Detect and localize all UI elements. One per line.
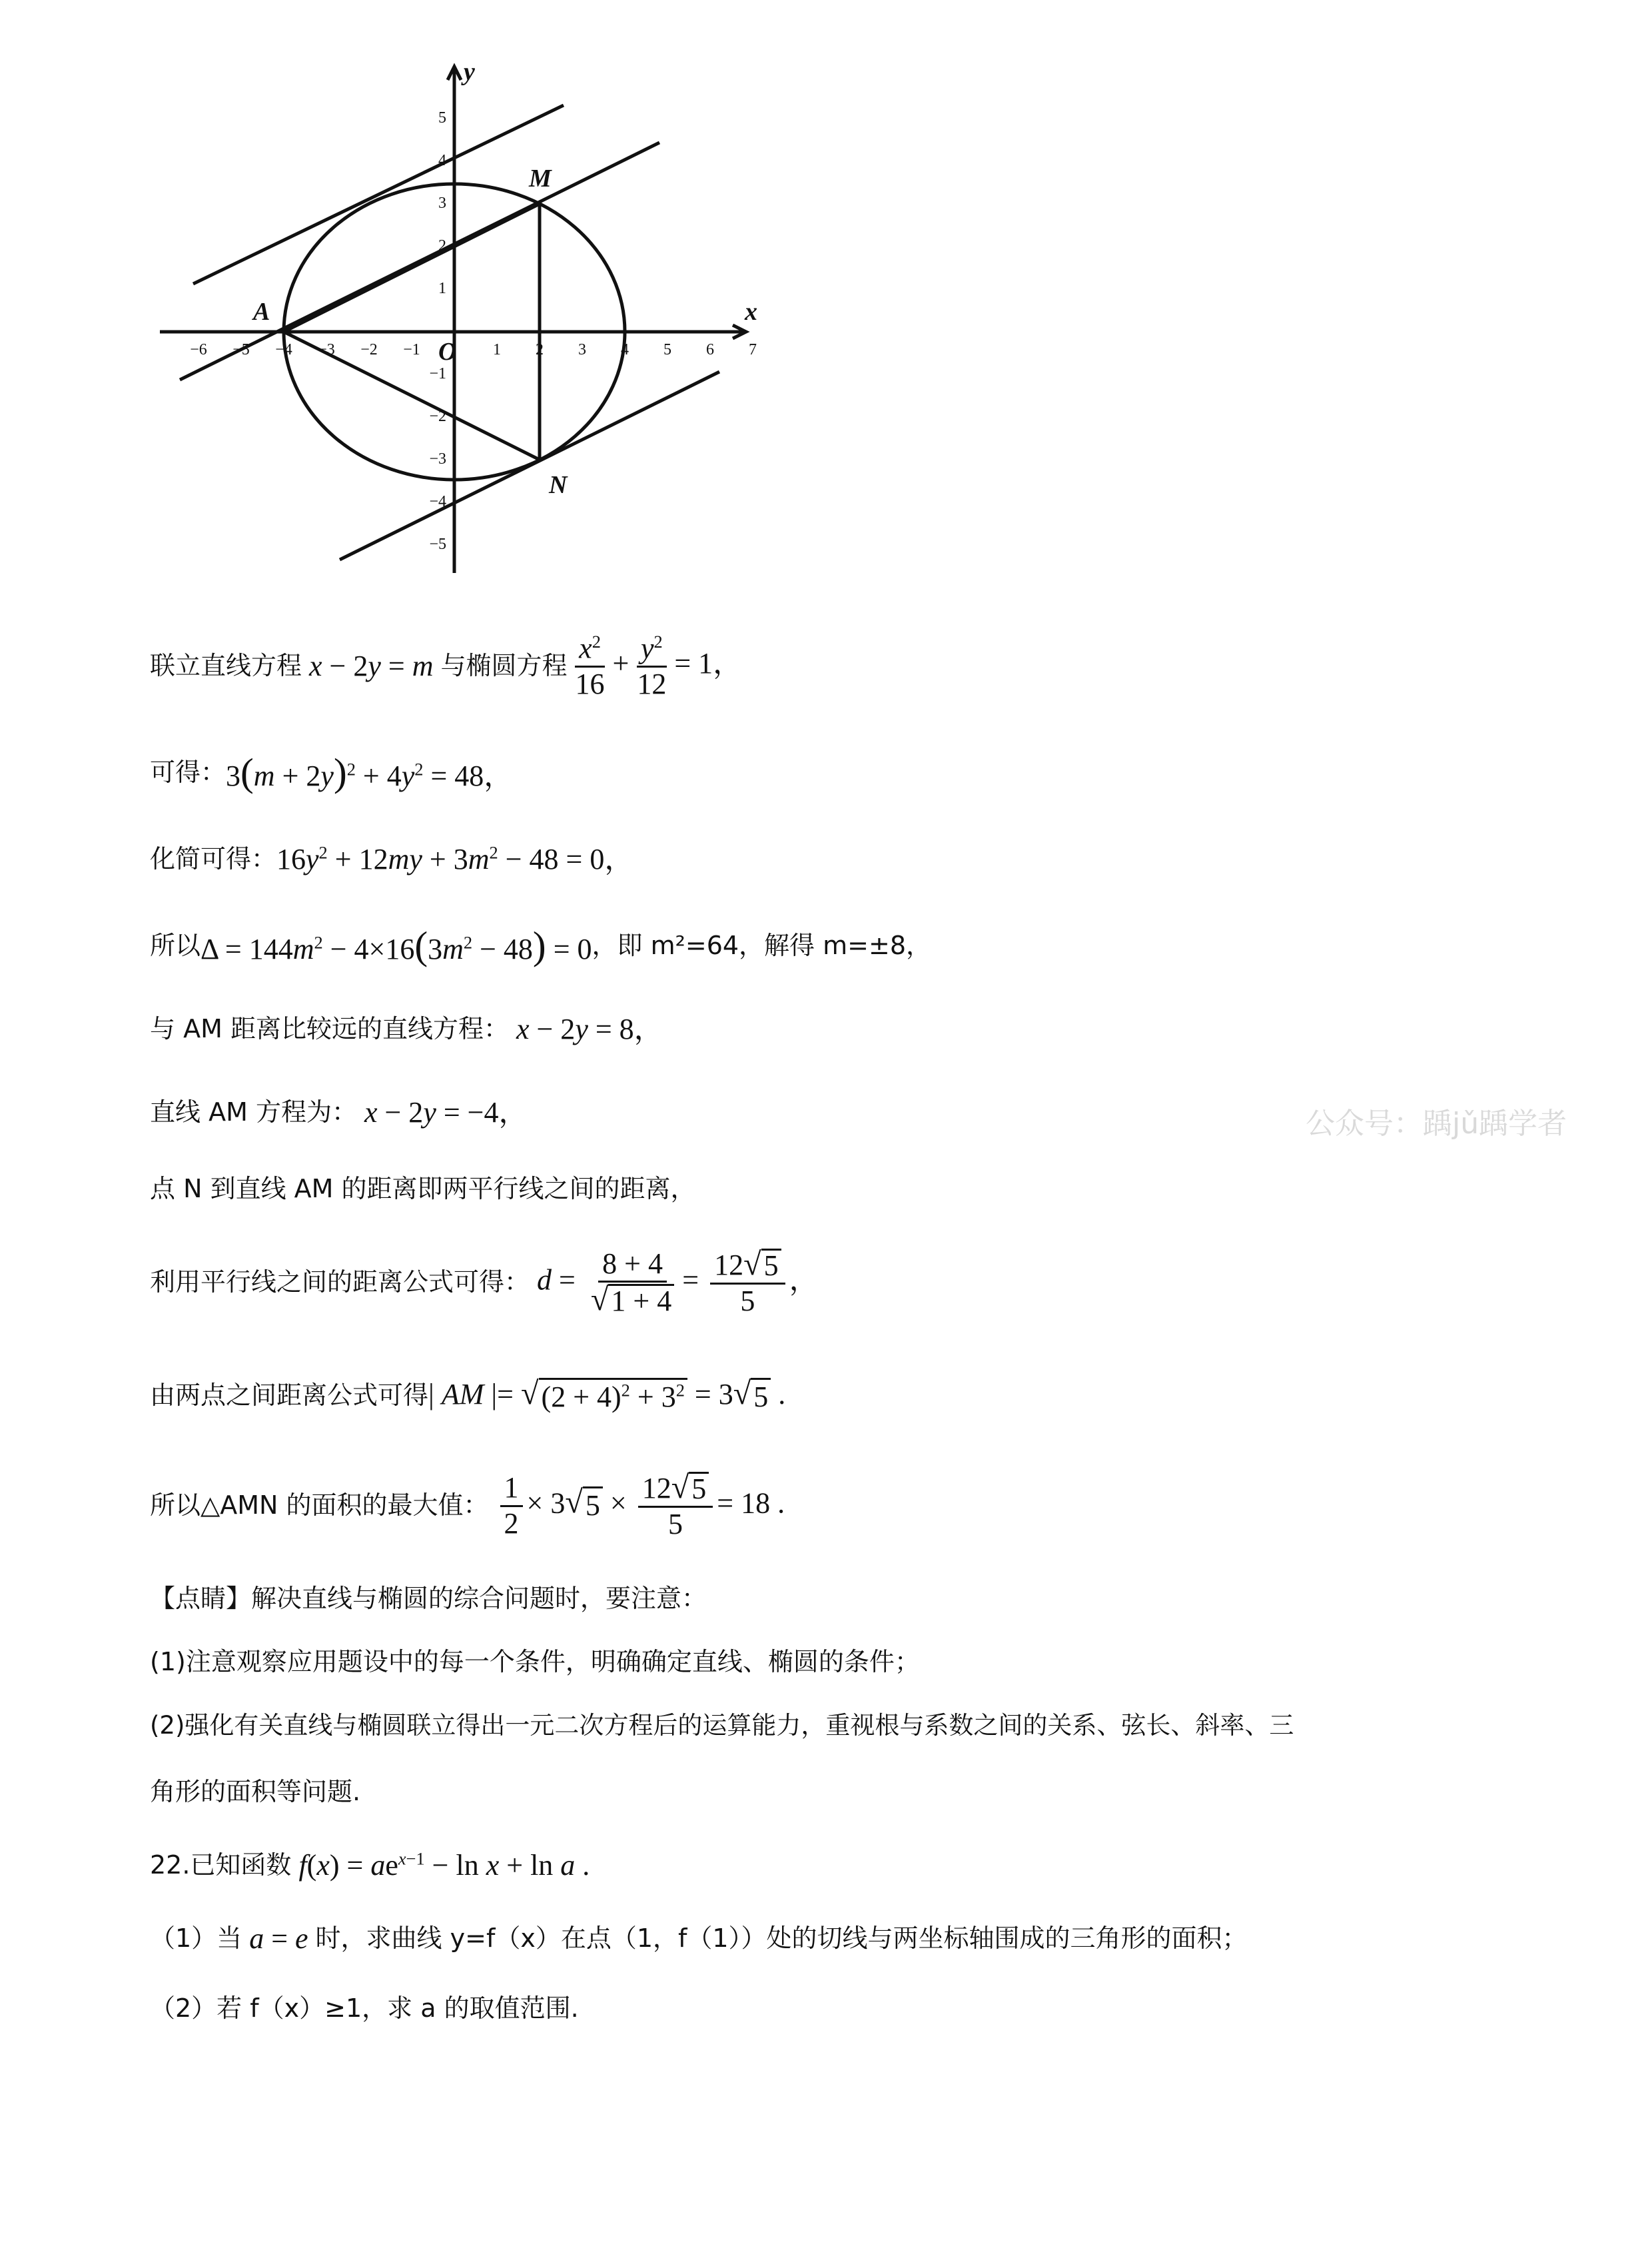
y-tick: −4 xyxy=(429,493,446,510)
x-tick: 3 xyxy=(578,341,586,358)
note-2a xyxy=(150,1706,1294,1746)
line-3-text: 化简可得： xyxy=(150,844,277,874)
x-tick: 2 xyxy=(536,341,544,358)
note-2b xyxy=(150,1772,360,1812)
x-tick: 4 xyxy=(621,341,629,358)
watermark: 公众号：踽jǔ踽学者 xyxy=(1306,1107,1567,1141)
x-tick: −1 xyxy=(403,341,420,358)
eq-far-line: x − 2y = 8， xyxy=(516,1012,663,1045)
origin-label: O xyxy=(438,338,457,366)
line-10 xyxy=(150,1459,785,1552)
point-m-label: M xyxy=(529,165,552,193)
eq-simplified: $16y^2 + 12my + 3m^2 - 48 = 0$， xyxy=(276,842,634,875)
part-1-text: 时，求曲线 y=f（x）在点（1，f（1））处的切线与两坐标轴围成的三角形的面积； xyxy=(315,1924,1248,1954)
line-6 xyxy=(150,1093,528,1133)
x-tick: 5 xyxy=(663,341,671,358)
line-7 xyxy=(150,1169,696,1209)
point-a-label: A xyxy=(253,298,270,326)
point-n-label: N xyxy=(549,471,568,499)
note-2a-text: (2)强化有关直线与椭圆联立得出一元二次方程后的运算能力，重视根与系数之间的关系、弦长、斜率、三 xyxy=(150,1710,1294,1740)
x-tick: −2 xyxy=(360,341,378,358)
line-6-text: 直线 AM 方程为： xyxy=(150,1097,357,1127)
eq-line: x − 2y = m xyxy=(309,649,434,682)
y-tick: 4 xyxy=(438,152,446,169)
x-tick: −6 xyxy=(190,341,207,358)
eq-distance: d = 8 + 4 √ 1 + 4 = 12 √ 5 5 ， xyxy=(537,1246,819,1317)
eq-am-length: | AM |= √ $(2 + 4)^2 + 3^2$ = 3 √ 5 . xyxy=(428,1377,785,1415)
line-5-text: 与 AM 距离比较远的直线方程： xyxy=(150,1014,509,1044)
line-1-text: 联立直线方程 xyxy=(150,651,302,681)
eq-area: $\frac{1}{2}$ × 3 √ 5 × 12 √ 5 5 = 18 . xyxy=(489,1472,785,1540)
line-2 xyxy=(150,750,513,796)
note-1 xyxy=(150,1642,920,1682)
part-2-text: （2）若 f（x）≥1，求 a 的取值范围. xyxy=(150,1993,579,2023)
eq-a-equals-e: a = e xyxy=(249,1922,308,1955)
line-4-tail: ，即 m²=64，解得 m=±8， xyxy=(592,931,932,961)
note-2b-text: 角形的面积等问题. xyxy=(150,1777,361,1807)
x-tick: 1 xyxy=(493,341,501,358)
axis-y-label: y xyxy=(464,58,475,86)
y-tick: −2 xyxy=(429,408,446,425)
line-1-mid: 与椭圆方程 xyxy=(440,651,568,681)
x-tick: 6 xyxy=(706,341,714,358)
y-tick: 5 xyxy=(438,109,446,127)
line-8-text: 利用平行线之间的距离公式可得： xyxy=(150,1267,530,1297)
part-1-lead: （1）当 xyxy=(150,1924,242,1954)
ellipse-figure xyxy=(147,53,786,586)
eq-ellipse: $\frac{x^2}{16}$ + $\frac{y^2}{12}$ = 1， xyxy=(575,631,743,700)
note-title-text: 【点睛】解决直线与椭圆的综合问题时，要注意： xyxy=(150,1584,707,1614)
x-tick: −4 xyxy=(275,341,292,358)
y-tick: 1 xyxy=(438,280,446,297)
eq-substitute: $3(m + 2y)^2 + 4y^2 = 48$， xyxy=(226,750,514,795)
line-4-text: 所以 xyxy=(150,931,201,961)
note-title xyxy=(150,1579,707,1619)
y-tick: −3 xyxy=(429,450,446,468)
line-9 xyxy=(150,1369,785,1422)
question-22-part-1 xyxy=(150,1919,1248,1959)
line-10-text: 所以△AMN 的面积的最大值： xyxy=(150,1490,489,1520)
question-22-part-2 xyxy=(150,1989,579,2029)
y-tick: −1 xyxy=(429,365,446,382)
x-tick: −5 xyxy=(232,341,250,358)
y-tick: −5 xyxy=(429,536,446,553)
line-8 xyxy=(150,1236,819,1329)
eq-am-line: x − 2y = −4， xyxy=(364,1095,528,1129)
note-1-text: (1)注意观察应用题设中的每一个条件，明确确定直线、椭圆的条件； xyxy=(150,1647,920,1677)
line-3 xyxy=(150,840,633,879)
y-tick: 3 xyxy=(438,195,446,212)
x-tick: 7 xyxy=(749,341,757,358)
line-5 xyxy=(150,1009,663,1049)
eq-function: $f(x) = ae^{x-1} - \ln x + \ln a$ . xyxy=(298,1848,590,1882)
y-tick: 2 xyxy=(438,237,446,255)
question-22-text: 22.已知函数 xyxy=(150,1850,292,1880)
line-4 xyxy=(150,923,931,969)
axis-x-label: x xyxy=(745,298,757,326)
line-9-text: 由两点之间距离公式可得 xyxy=(150,1381,429,1410)
line-1 xyxy=(150,623,742,710)
line-7-text: 点 N 到直线 AM 的距离即两平行线之间的距离， xyxy=(150,1174,696,1204)
x-tick: −3 xyxy=(318,341,335,358)
line-2-text: 可得： xyxy=(150,758,226,788)
eq-discriminant: $\Delta = 144m^2 - 4\times 16(3m^2 - 48) = 0$ xyxy=(201,923,592,968)
question-22 xyxy=(150,1842,590,1889)
